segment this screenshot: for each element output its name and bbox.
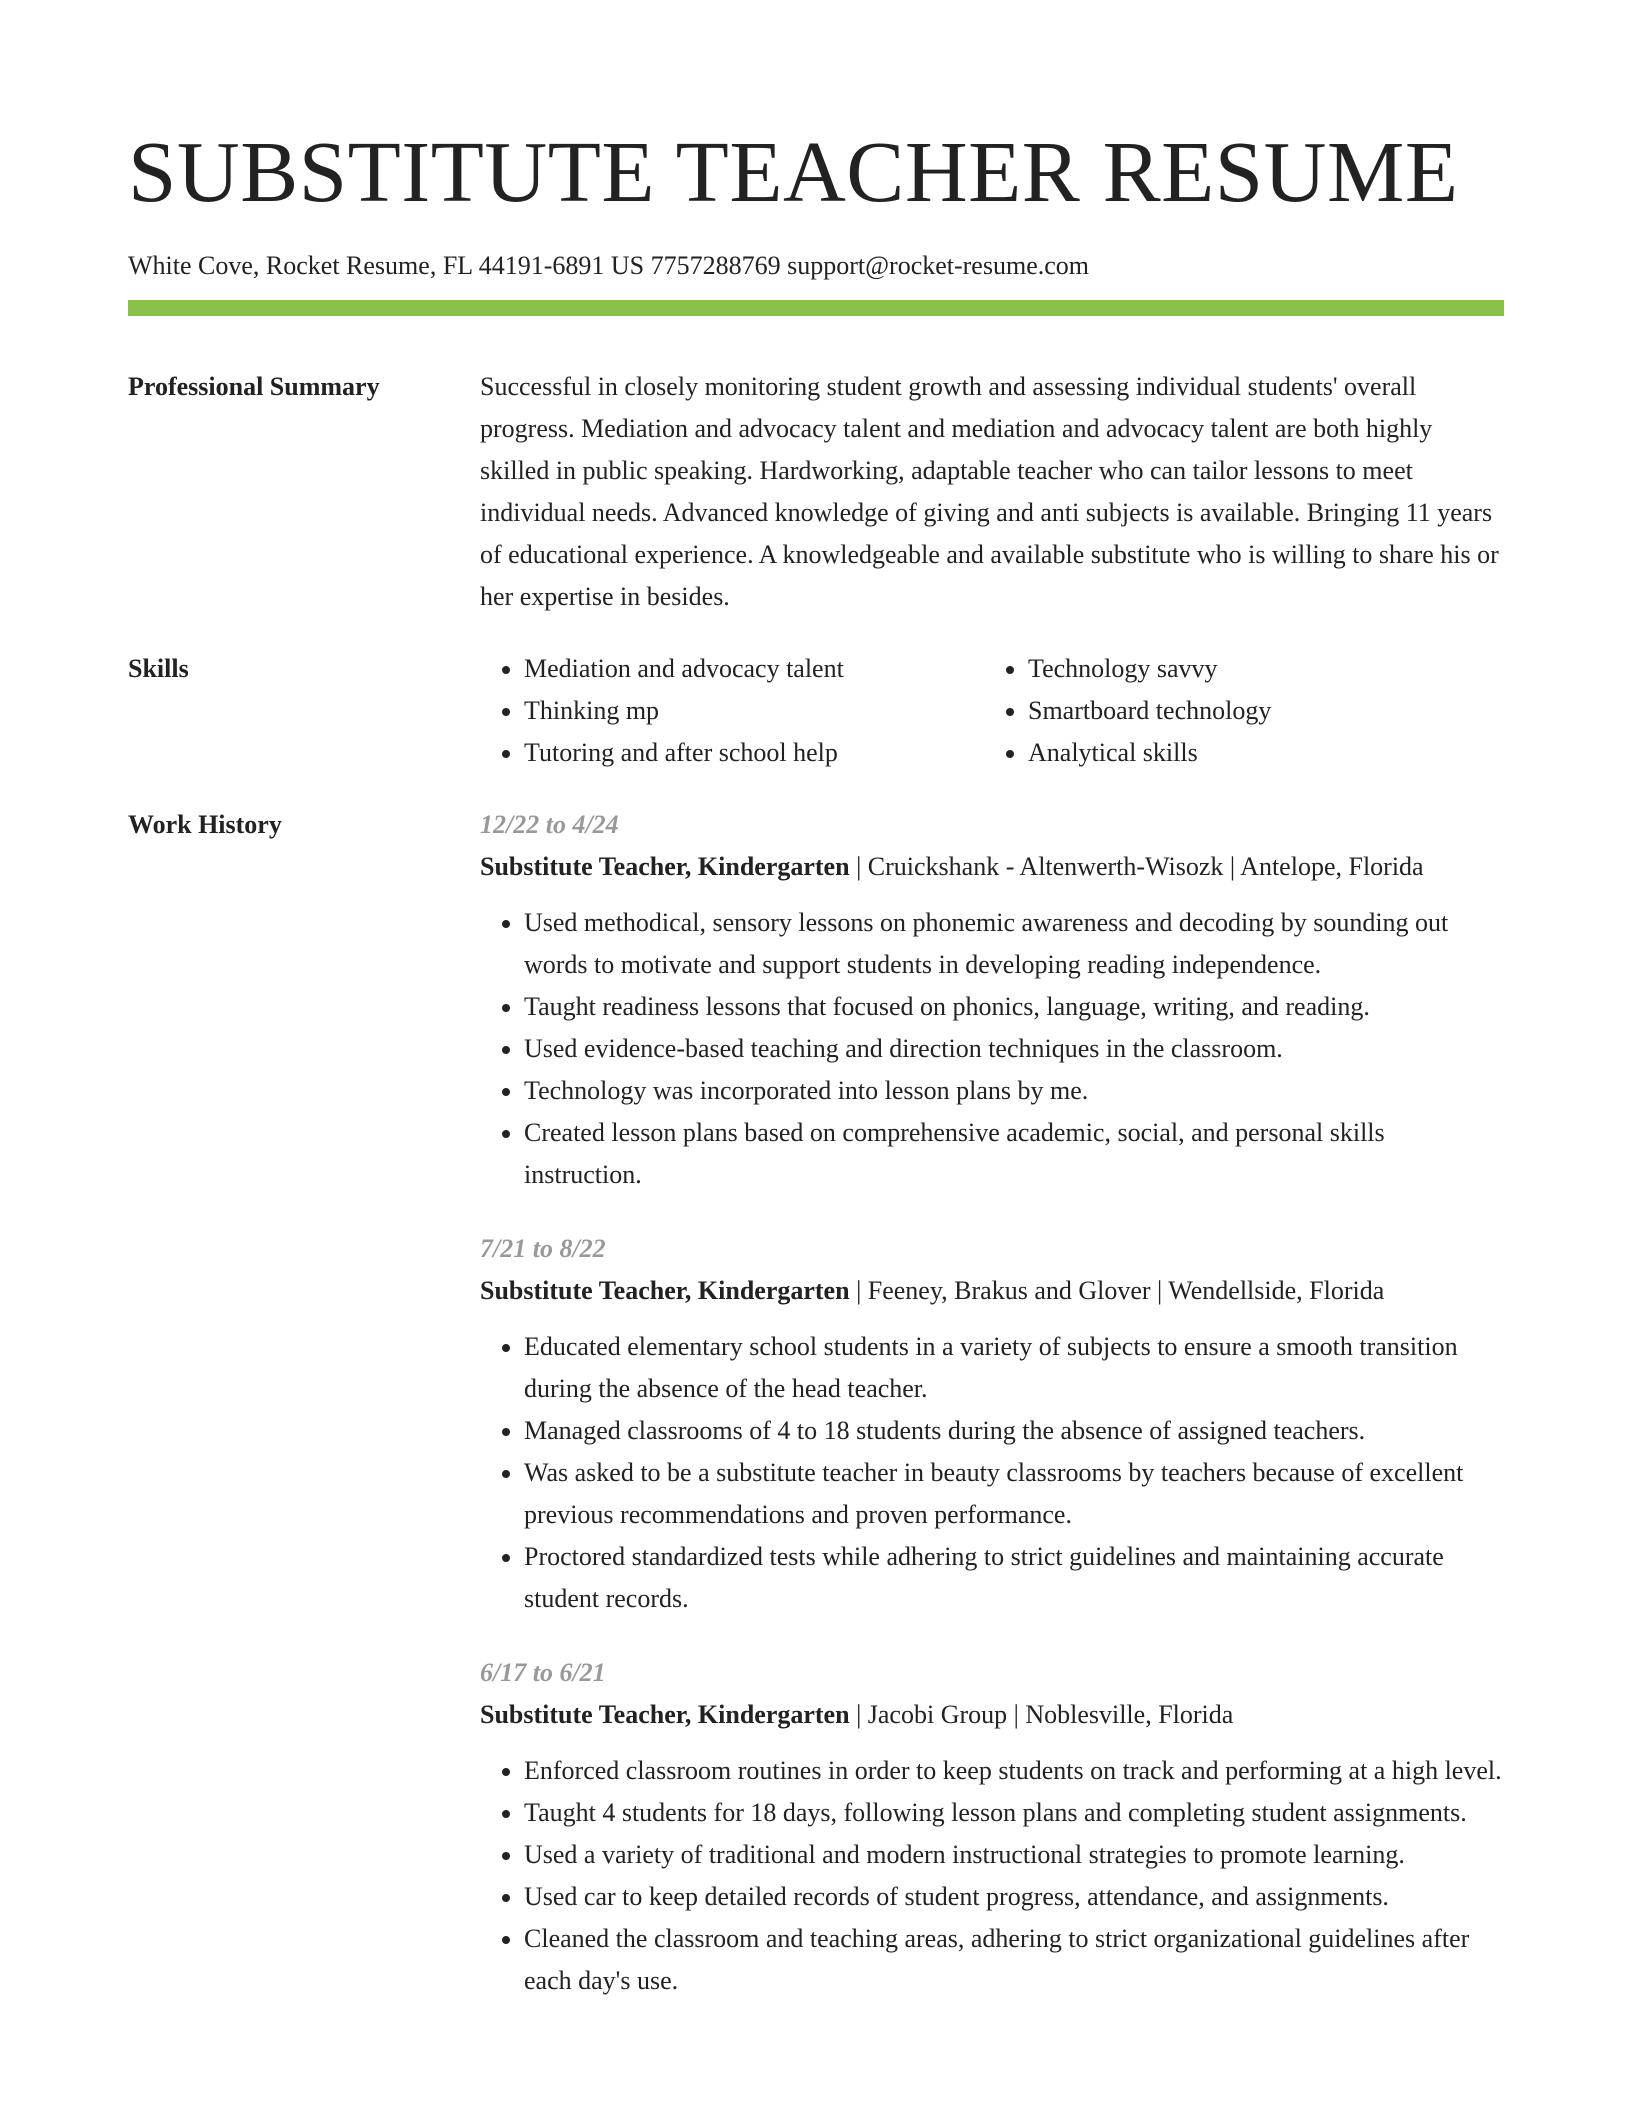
job-title: Substitute Teacher, Kindergarten (480, 852, 850, 881)
skill-item: • Thinking mp (524, 690, 984, 732)
skill-item: • Tutoring and after school help (524, 732, 984, 774)
job-bullet: • Educated elementary school students in a variety of subjects to ensure a smooth transition during the absence of the head teacher. (524, 1326, 1504, 1410)
work-history-section (128, 804, 1504, 2034)
job-details: | Jacobi Group | Noblesville, Florida (849, 1700, 1234, 1729)
job-title: Substitute Teacher, Kindergarten (480, 1700, 850, 1729)
job-bullet: • Managed classrooms of 4 to 18 students during the absence of assigned teachers. (524, 1410, 1504, 1452)
job-details: | Feeney, Brakus and Glover | Wendellside, Florida (849, 1276, 1385, 1305)
skill-item: • Smartboard technology (1028, 690, 1488, 732)
skill-item: • Analytical skills (1028, 732, 1488, 774)
work-history-body (480, 804, 1504, 2034)
job-bullet: • Enforced classroom routines in order to keep students on track and performing at a high level. (524, 1750, 1504, 1792)
skills-column-1 (480, 648, 984, 774)
job-bullet: • Taught 4 students for 18 days, following lesson plans and completing student assignments. (524, 1792, 1504, 1834)
job-dates: 7/21 to 8/22 (480, 1234, 606, 1263)
job-bullet: • Technology was incorporated into lesson plans by me. (524, 1070, 1504, 1112)
header-divider (128, 300, 1504, 316)
job-dates: 12/22 to 4/24 (480, 810, 619, 839)
job-bullets (480, 902, 1504, 1196)
job-details: | Cruickshank - Altenwerth-Wisozk | Antelope, Florida (849, 852, 1424, 881)
job-dates: 6/17 to 6/21 (480, 1658, 606, 1687)
skills-column-2 (984, 648, 1488, 774)
job-heading (480, 1270, 1504, 1312)
skill-item: • Mediation and advocacy talent (524, 648, 984, 690)
section-heading: Work History (128, 810, 282, 839)
job-bullet: • Created lesson plans based on comprehensive academic, social, and personal skills instruction. (524, 1112, 1504, 1196)
skills-body (480, 648, 1504, 774)
summary-body (480, 366, 1504, 618)
summary-section (128, 366, 1504, 618)
job-bullet: • Taught readiness lessons that focused on phonics, language, writing, and reading. (524, 986, 1504, 1028)
skill-item: • Technology savvy (1028, 648, 1488, 690)
job-bullet: • Used car to keep detailed records of student progress, attendance, and assignments. (524, 1876, 1504, 1918)
job-entry (480, 804, 1504, 1196)
job-bullet: • Used methodical, sensory lessons on phonemic awareness and decoding by sounding out words to motivate and support students in developing reading independence. (524, 902, 1504, 986)
job-entry (480, 1652, 1504, 2002)
job-bullet: • Used evidence-based teaching and direction techniques in the classroom. (524, 1028, 1504, 1070)
job-heading (480, 846, 1504, 888)
resume-page (128, 0, 1504, 2034)
skills-section (128, 648, 1504, 774)
job-bullet: • Proctored standardized tests while adhering to strict guidelines and maintaining accurate student records. (524, 1536, 1504, 1620)
job-bullet: • Cleaned the classroom and teaching areas, adhering to strict organizational guidelines after each day's use. (524, 1918, 1504, 2002)
job-heading (480, 1694, 1504, 1736)
resume-title: SUBSTITUTE TEACHER RESUME (128, 123, 1459, 220)
section-heading: Skills (128, 654, 189, 683)
section-heading: Professional Summary (128, 372, 380, 401)
job-entry (480, 1228, 1504, 1620)
job-bullets (480, 1750, 1504, 2002)
contact-line: White Cove, Rocket Resume, FL 44191-6891 US 7757288769 support@rocket-resume.com (128, 251, 1089, 280)
job-title: Substitute Teacher, Kindergarten (480, 1276, 850, 1305)
job-bullets (480, 1326, 1504, 1620)
summary-text: Successful in closely monitoring student growth and assessing individual students' overall progress. Mediation and advocacy talent and mediation and advocacy talent are both highly skilled in public speaking. Hardworking, adaptable teacher who can tailor lessons to meet individual needs. Advanced knowledge of giving and anti subjects is available. Bringing 11 years of educational experience. A knowledgeable and available substitute who is willing to share his or her expertise in besides. (480, 372, 1499, 611)
job-bullet: • Used a variety of traditional and modern instructional strategies to promote learning. (524, 1834, 1504, 1876)
job-bullet: • Was asked to be a substitute teacher in beauty classrooms by teachers because of excellent previous recommendations and proven performance. (524, 1452, 1504, 1536)
